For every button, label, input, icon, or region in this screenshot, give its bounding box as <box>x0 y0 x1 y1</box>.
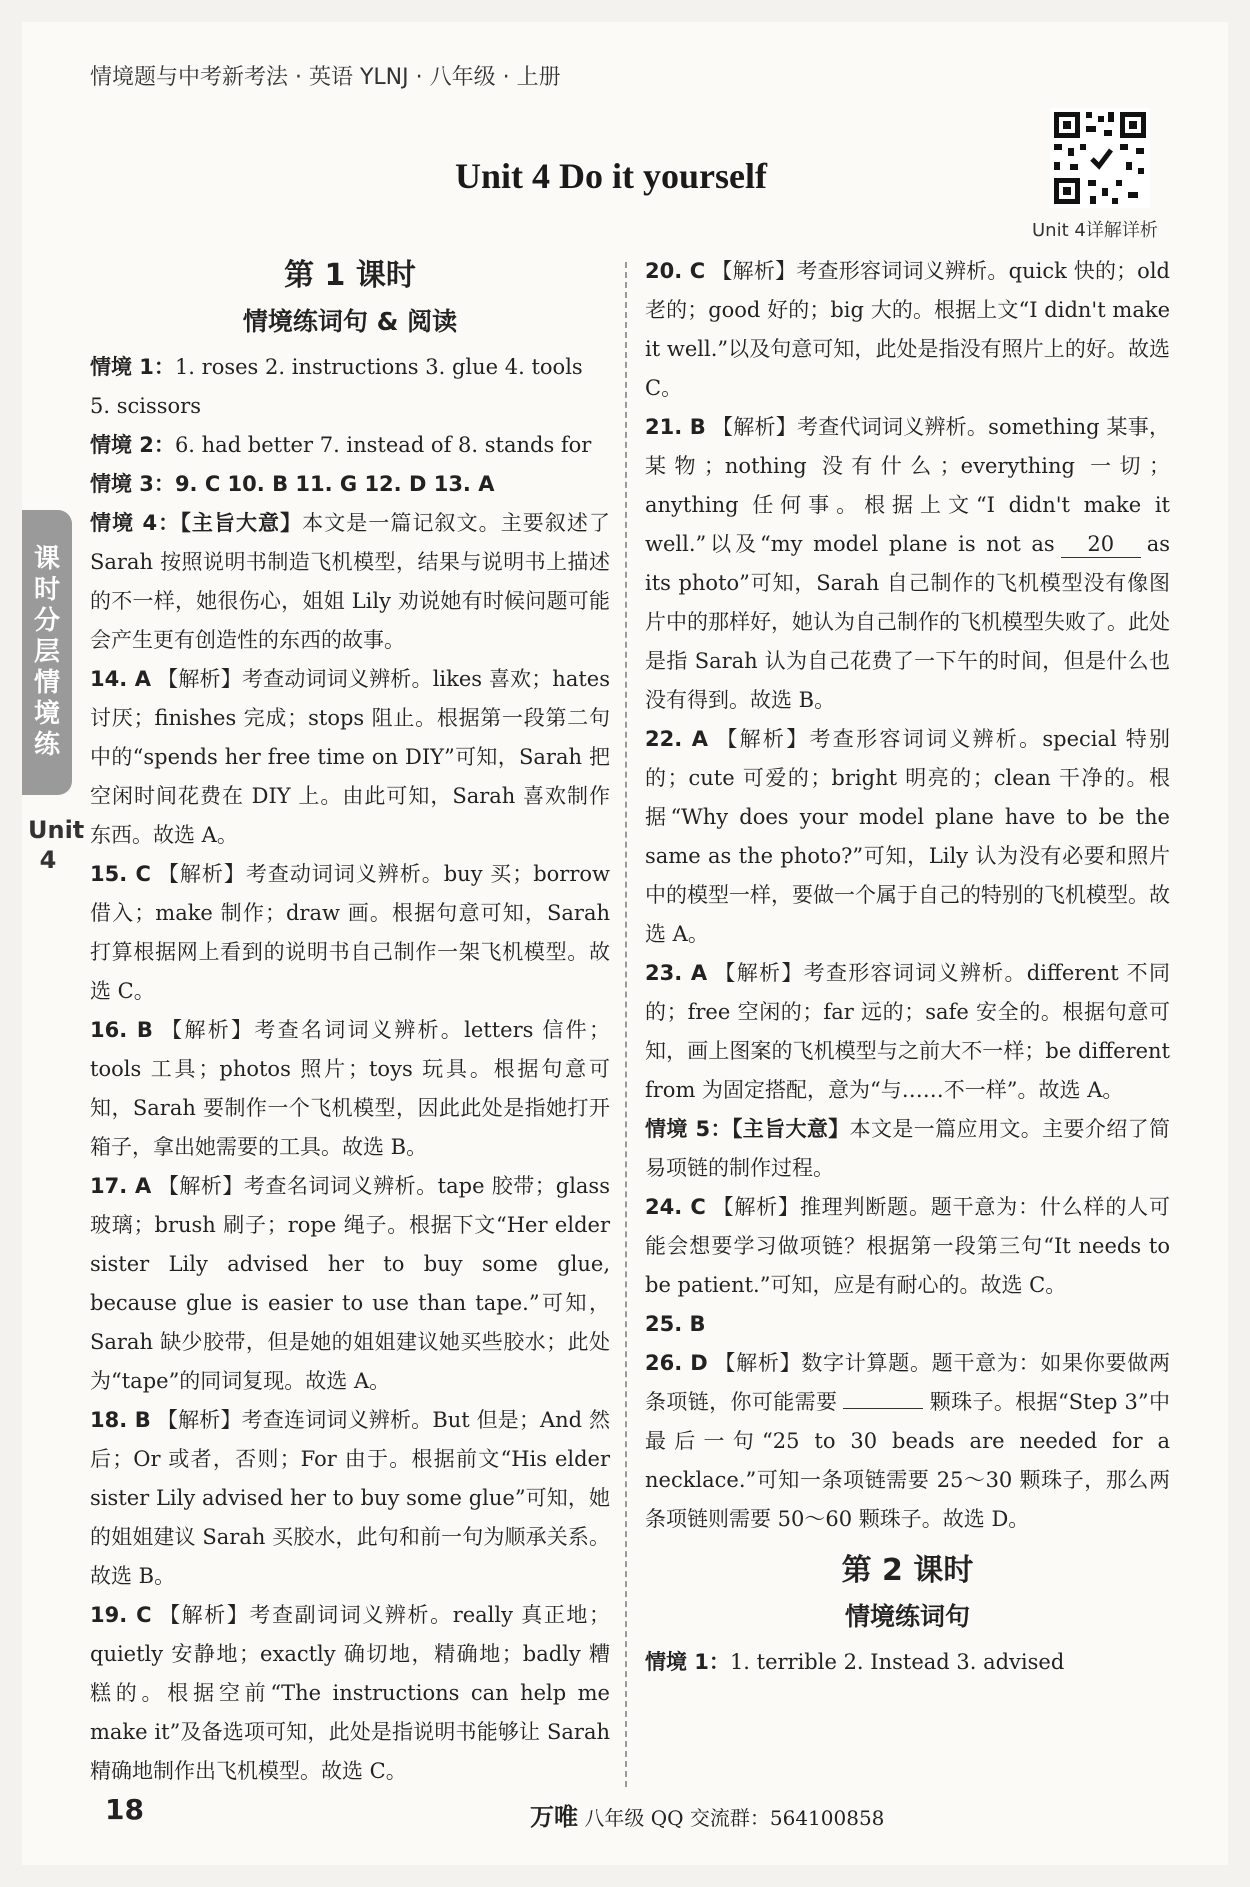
unit-title: Unit 4 Do it yourself <box>455 156 767 196</box>
side-unit-label <box>28 815 85 875</box>
brand-logo: 万唯 <box>530 1803 578 1831</box>
answer-16: 16. B 【解析】考查名词词义辨析。letters 信件；tools 工具；photos 照片；toys 玩具。根据句意可知，Sarah 要制作一个飞机模型，因此此处是指她打开箱子，拿出她需要的工具。故选 B。 <box>90 1018 610 1159</box>
lesson-1-title: 第 1 课时 <box>284 258 416 293</box>
footer-contact <box>530 1797 884 1832</box>
answer-23: 23. A 【解析】考查形容词词义辨析。different 不同的；free 空闲的；far 远的；safe 安全的。根据句意可知，画上图案的飞机模型与之前大不一样；be different from 为固定搭配，意为“与……不一样”。故选 A。 <box>645 961 1170 1102</box>
scenario-3-answers: 情境 3：9. C 10. B 11. G 12. D 13. A <box>90 472 495 496</box>
side-tab-char: 情 <box>33 668 60 698</box>
column-divider <box>625 262 627 1787</box>
scenario-1-answers: 情境 1：1. roses 2. instructions 3. glue 4. tools <box>90 355 583 379</box>
answer-24: 24. C 【解析】推理判断题。题干意为：什么样的人可能会想要学习做项链？根据第一段第三句“It needs to be patient.”可知，应是有耐心的。故选 C。 <box>645 1195 1170 1297</box>
side-tab-char: 层 <box>33 637 60 667</box>
qr-caption: Unit 4详解详析 <box>1032 220 1158 241</box>
answer-26: 26. D 【解析】数字计算题。题干意为：如果你要做两条项链，你可能需要 颗珠子。根据“Step 3”中最后一句“25 to 30 beads are needed for a necklace.”可知一条项链需要 25～30 颗珠子，那么两条项链则需要 50～60 颗珠子。故选 D。 <box>645 1351 1171 1531</box>
footer-qq-group: 八年级 QQ 交流群：564100858 <box>584 1806 885 1830</box>
lesson-1-subtitle: 情境练词句 & 阅读 <box>242 307 458 336</box>
answer-20: 20. C 【解析】考查形容词词义辨析。quick 快的；old 老的；good 好的；big 大的。根据上文“I didn't make it well.”以及句意可知，此处是指没有照片上的好。故选 C。 <box>645 259 1170 400</box>
answer-26-blank <box>843 1408 923 1409</box>
answer-17: 17. A 【解析】考查名词词义辨析。tape 胶带；glass 玻璃；brush 刷子；rope 绳子。根据下文“Her elder sister Lily advised her to buy some glue, because glue is easier to use than tape.”可知，Sarah 缺少胶带，但是她的姐姐建议她买些胶水；此处为“tape”的同词复现。故选 A。 <box>90 1174 610 1393</box>
lesson-2-subtitle: 情境练词句 <box>844 1602 970 1631</box>
answer-21: 21. B 【解析】考查代词词义辨析。something 某事，某物；nothing 没有什么；everything 一切；anything 任何事。根据上文“I didn't make it well.”以及“my model plane is not as 20 as its photo”可知，Sarah 自己制作的飞机模型没有像图片中的那样好，她认为自己制作的飞机模型失败了。此处是指 Sarah 认为自己花费了一下午的时间，但是什么也没有得到。故选 B。 <box>645 415 1170 712</box>
side-tab-char: 课 <box>33 544 60 574</box>
side-unit-number: 4 <box>39 846 57 874</box>
scenario-5-summary: 情境 5：【主旨大意】本文是一篇应用文。主要介绍了简易项链的制作过程。 <box>645 1117 1170 1180</box>
scenario-2-answers: 情境 2：6. had better 7. instead of 8. stands for <box>90 433 592 457</box>
qr-code-icon[interactable] <box>1050 108 1150 208</box>
answer-18: 18. B 【解析】考查连词词义辨析。But 但是；And 然后；Or 或者，否则；For 由于。根据前文“His elder sister Lily advised her to buy some glue”可知，她的姐姐建议 Sarah 买胶水，此句和前一句为顺承关系。故选 B。 <box>90 1408 610 1588</box>
side-tab-char: 练 <box>33 730 60 760</box>
side-unit-word: Unit <box>28 816 85 844</box>
lesson-2-scenario-1-answers: 情境 1：1. terrible 2. Instead 3. advised <box>645 1650 1065 1674</box>
answer-21-blank: 20 <box>1061 531 1141 558</box>
side-tab-char: 分 <box>33 606 60 636</box>
scenario-1-answer-5: 5. scissors <box>90 394 201 418</box>
page-number: 18 <box>105 1793 144 1826</box>
scenario-4-summary: 情境 4：【主旨大意】本文是一篇记叙文。主要叙述了 Sarah 按照说明书制造飞机模型，结果与说明书上描述的不一样，她很伤心，姐姐 Lily 劝说她有时候问题可能会产生更有创造性的东西的故事。 <box>90 511 610 652</box>
answer-19: 19. C 【解析】考查副词词义辨析。really 真正地；quietly 安静地；exactly 确切地，精确地；badly 糟糕的。根据空前“The instructions can help me make it”及备选项可知，此处是指说明书能够让 Sarah 精确地制作出飞机模型。故选 C。 <box>90 1603 610 1783</box>
lesson-2-title: 第 2 课时 <box>841 1553 974 1588</box>
right-column <box>645 252 1170 1682</box>
answer-25: 25. B <box>645 1312 706 1336</box>
side-tab-char: 时 <box>33 575 60 605</box>
left-column <box>90 252 610 1791</box>
series-header: 情境题与中考新考法 · 英语 YLNJ · 八年级 · 上册 <box>90 65 561 90</box>
side-tab-char: 境 <box>33 699 60 729</box>
answer-22: 22. A 【解析】考查形容词词义辨析。special 特别的；cute 可爱的；bright 明亮的；clean 干净的。根据“Why does your model plane have to be the same as the photo?”可知，Lily 认为没有必要和照片中的模型一样，要做一个属于自己的特别的飞机模型。故选 A。 <box>645 727 1170 946</box>
side-section-tab <box>22 510 72 795</box>
answer-14: 14. A 【解析】考查动词词义辨析。likes 喜欢；hates 讨厌；finishes 完成；stops 阻止。根据第一段第二句中的“spends her free time on DIY”可知，Sarah 把空闲时间花费在 DIY 上。由此可知，Sarah 喜欢制作东西。故选 A。 <box>90 667 610 847</box>
answer-15: 15. C 【解析】考查动词词义辨析。buy 买；borrow 借入；make 制作；draw 画。根据句意可知，Sarah 打算根据网上看到的说明书自己制作一架飞机模型。故选 C。 <box>90 862 610 1003</box>
